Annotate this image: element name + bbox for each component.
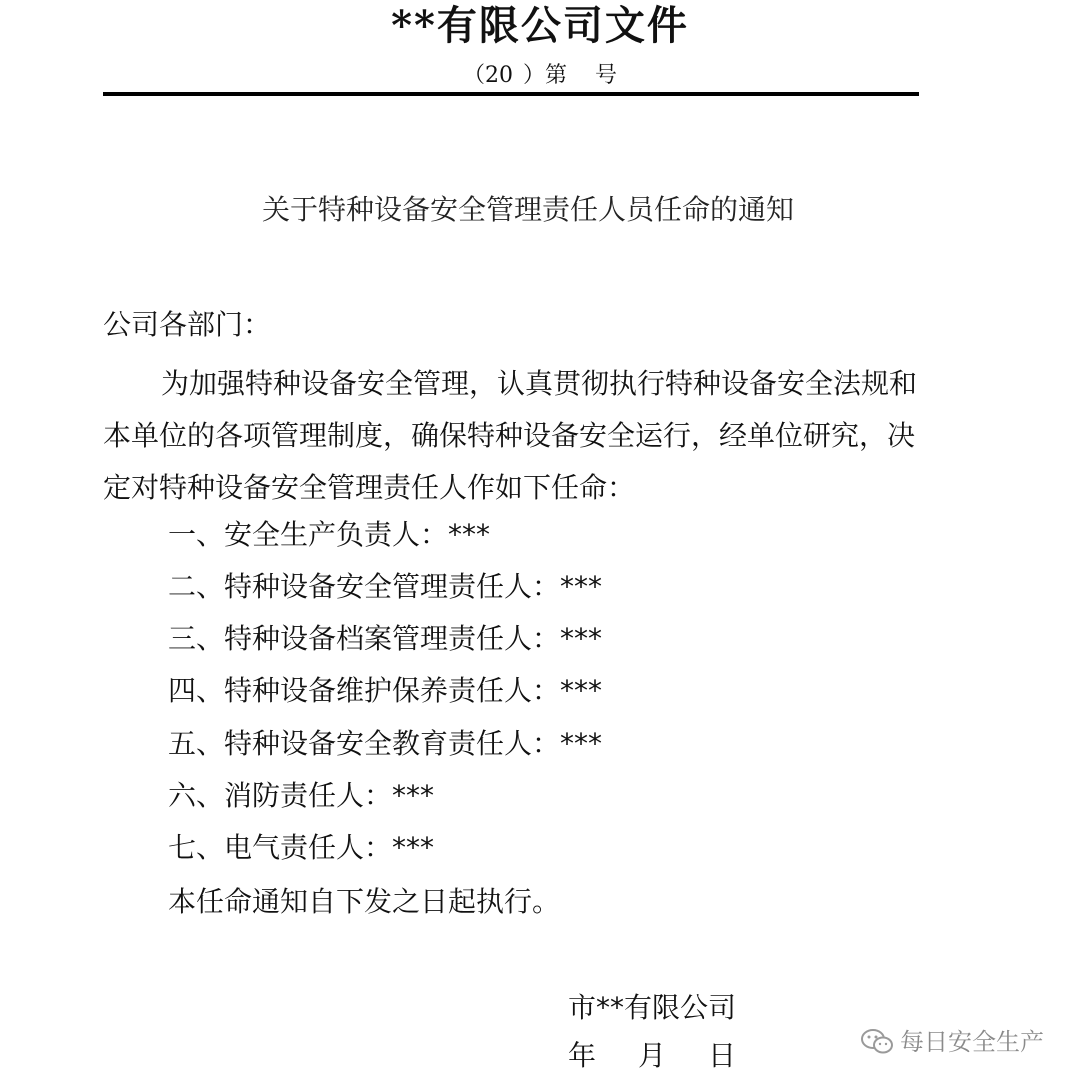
paragraph-line: 本单位的各项管理制度，确保特种设备安全运行，经单位研究，决 [103,419,916,452]
appointment-item: 七、电气责任人：*** [168,831,435,864]
appointment-item: 四、特种设备维护保养责任人：*** [168,674,603,707]
closing-statement: 本任命通知自下发之日起执行。 [168,885,561,918]
paragraph-line: 为加强特种设备安全管理，认真贯彻执行特种设备安全法规和 [161,367,918,400]
date-year: 年 [568,1039,597,1072]
appointment-item: 二、特种设备安全管理责任人：*** [168,570,603,603]
date-month: 月 [638,1039,667,1072]
watermark [860,1022,1044,1062]
appointment-item: 五、特种设备安全教育责任人：*** [168,727,603,760]
salutation: 公司各部门： [103,308,272,341]
document-number-close: ）第 [522,63,567,88]
document-number-suffix: 号 [595,63,618,88]
signature-company: 市**有限公司 [568,991,737,1024]
date-day: 日 [708,1039,737,1072]
wechat-icon [860,1028,894,1056]
appointment-item: 一、安全生产负责人：*** [168,518,491,551]
document-number-open: （20 [462,63,513,88]
body-paragraph [103,358,963,514]
header-rule [103,92,919,96]
notice-title: 关于特种设备安全管理责任人员任命的通知 [261,193,794,226]
appointment-item: 三、特种设备档案管理责任人：*** [168,622,603,655]
document-number [0,60,1080,92]
watermark-text: 每日安全生产 [900,1028,1044,1056]
document-header-title: **有限公司文件 [391,2,689,49]
paragraph-line: 定对特种设备安全管理责任人作如下任命： [103,471,636,504]
signature-date [568,1036,736,1076]
appointment-item: 六、消防责任人：*** [168,779,435,812]
